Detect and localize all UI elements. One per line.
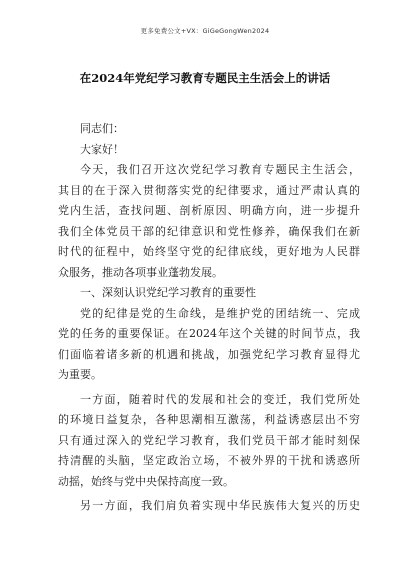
paragraph bbox=[58, 160, 360, 283]
paragraph bbox=[58, 304, 360, 386]
paragraph-line: 们面临着诸多新的机遇和挑战，加强党纪学习教育显得尤 bbox=[58, 347, 360, 361]
paragraph-line: 另一方面，我们肩负着实现中华民族伟大复兴的历史 bbox=[80, 499, 360, 512]
greeting-line: 大家好！ bbox=[80, 142, 124, 156]
paragraph-line: 时代的征程中，始终坚守党的纪律底线，更好地为人民群 bbox=[58, 245, 360, 258]
paragraph bbox=[58, 390, 360, 493]
paragraph-line: 只有通过深入的党纪学习教育，我们党员干部才能时刻保 bbox=[58, 433, 360, 447]
section-heading: 一、深刻认识党纪学习教育的重要性 bbox=[80, 286, 256, 299]
document-title: 在2024年党纪学习教育专题民主生活会上的讲话 bbox=[79, 71, 331, 85]
paragraph-line: 一方面，随着时代的发展和社会的变迁，我们党所处 bbox=[80, 392, 360, 406]
header-note: 更多免费公文+VX：GiGeGongWen2024 bbox=[140, 27, 270, 35]
paragraph-line: 党的任务的重要保证。在2024年这个关键的时间节点，我 bbox=[58, 327, 360, 340]
paragraph-line: 我们全体党员干部的纪律意识和党性修养，确保我们在新 bbox=[58, 224, 360, 238]
paragraph-line: 党内生活，查找问题、剖析原因、明确方向，进一步提升 bbox=[58, 204, 360, 217]
paragraph-line: 今天，我们召开这次党纪学习教育专题民主生活会， bbox=[80, 163, 360, 176]
paragraph-line: 为重要。 bbox=[58, 368, 102, 381]
paragraph-line: 的环境日益复杂，各种思潮相互激荡，利益诱惑层出不穷 bbox=[58, 413, 360, 426]
paragraph-line: 持清醒的头脑，坚定政治立场，不被外界的干扰和诱惑所 bbox=[58, 454, 360, 467]
paragraph bbox=[58, 496, 360, 517]
paragraph-line: 党的纪律是党的生命线，是维护党的团结统一、完成 bbox=[80, 306, 360, 320]
paragraph-line: 其目的在于深入贯彻落实党的纪律要求，通过严肃认真的 bbox=[58, 183, 360, 197]
greeting-line: 同志们： bbox=[80, 122, 124, 135]
document-body bbox=[58, 119, 360, 517]
paragraph-line: 众服务，推动各项事业蓬勃发展。 bbox=[58, 265, 223, 279]
paragraph-line: 动摇，始终与党中央保持高度一致。 bbox=[58, 474, 234, 488]
